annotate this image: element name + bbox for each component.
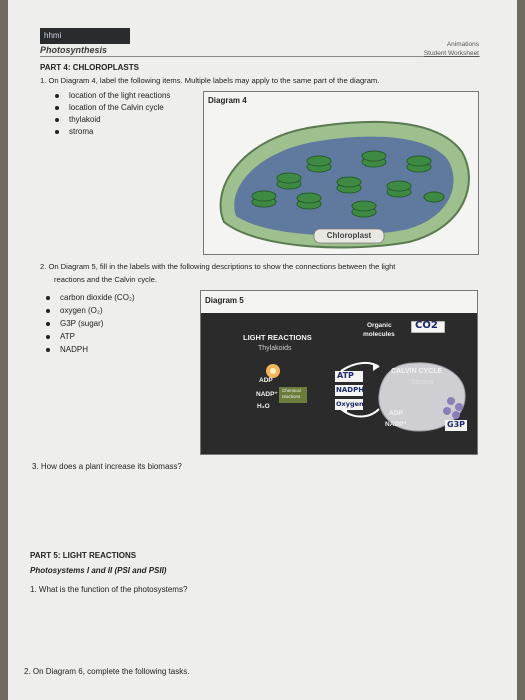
list-item: ATP: [46, 332, 75, 341]
list-item: carbon dioxide (CO₂): [46, 293, 135, 302]
chloroplast-illustration: [204, 92, 478, 254]
thylakoids-label: Thylakoids: [258, 345, 292, 352]
header-divider: [40, 56, 480, 57]
worksheet-page: [8, 0, 517, 700]
chloroplast-caption: Chloroplast: [326, 231, 372, 240]
organic-label: Organic: [367, 322, 392, 329]
part5-subheading: Photosystems I and II (PSI and PSII): [30, 566, 167, 575]
list-item: thylakoid: [55, 115, 101, 124]
list-item: NADPH: [46, 345, 88, 354]
adp-right-label: ADP: [389, 410, 403, 417]
list-item: location of the light reactions: [55, 91, 170, 100]
light-reactions-label: LIGHT REACTIONS: [243, 333, 312, 342]
stroma-label: Stroma: [411, 379, 434, 386]
handwritten-atp: ATP: [337, 371, 354, 380]
diagram-4-label: Diagram 4: [208, 96, 247, 105]
part5-heading: PART 5: LIGHT REACTIONS: [30, 551, 137, 560]
list-item: G3P (sugar): [46, 319, 103, 328]
handwritten-nadph: NADPH: [336, 386, 365, 394]
diagram-4: [203, 91, 479, 255]
part4-question-1: 1. On Diagram 4, label the following items. Multiple labels may apply to the same part of the diagram.: [40, 76, 380, 85]
reactions-label: reactions: [282, 394, 301, 399]
molecules-label: molecules: [363, 331, 395, 338]
worksheet-subject: Photosynthesis: [40, 45, 108, 55]
nadp-left-label: NADP⁺: [256, 391, 278, 398]
header-right: [424, 40, 479, 58]
part4-question-2-cont: reactions and the Calvin cycle.: [54, 275, 157, 284]
chemical-label: Chemical: [282, 388, 301, 393]
calvin-cycle-label: CALVIN CYCLE: [391, 368, 443, 375]
list-item: stroma: [55, 127, 93, 136]
header-student-worksheet: Student Worksheet: [423, 50, 479, 57]
handwritten-oxygen: Oxygen: [336, 400, 364, 408]
header-animations: Animations: [446, 41, 479, 48]
handwritten-g3p: G3P: [447, 420, 465, 429]
list-item: location of the Calvin cycle: [55, 103, 164, 112]
diagram-5: [200, 290, 478, 455]
handwritten-co2: CO2: [415, 320, 438, 331]
h2o-label: H₂O: [257, 403, 270, 410]
part4-question-3: 3. How does a plant increase its biomass?: [32, 462, 182, 471]
hhmi-logo-bar: hhmi: [40, 28, 130, 44]
nadp-right-label: NADP⁺: [385, 421, 407, 428]
part4-question-2: 2. On Diagram 5, fill in the labels with the following descriptions to show the connections between the light: [40, 262, 396, 271]
diagram-5-label: Diagram 5: [205, 296, 244, 305]
adp-left-label: ADP: [259, 377, 273, 384]
part4-heading: PART 4: CHLOROPLASTS: [40, 63, 139, 72]
part5-question-1: 1. What is the function of the photosystems?: [30, 585, 188, 594]
list-item: oxygen (O₂): [46, 306, 103, 315]
part5-question-2: 2. On Diagram 6, complete the following tasks.: [24, 667, 190, 676]
